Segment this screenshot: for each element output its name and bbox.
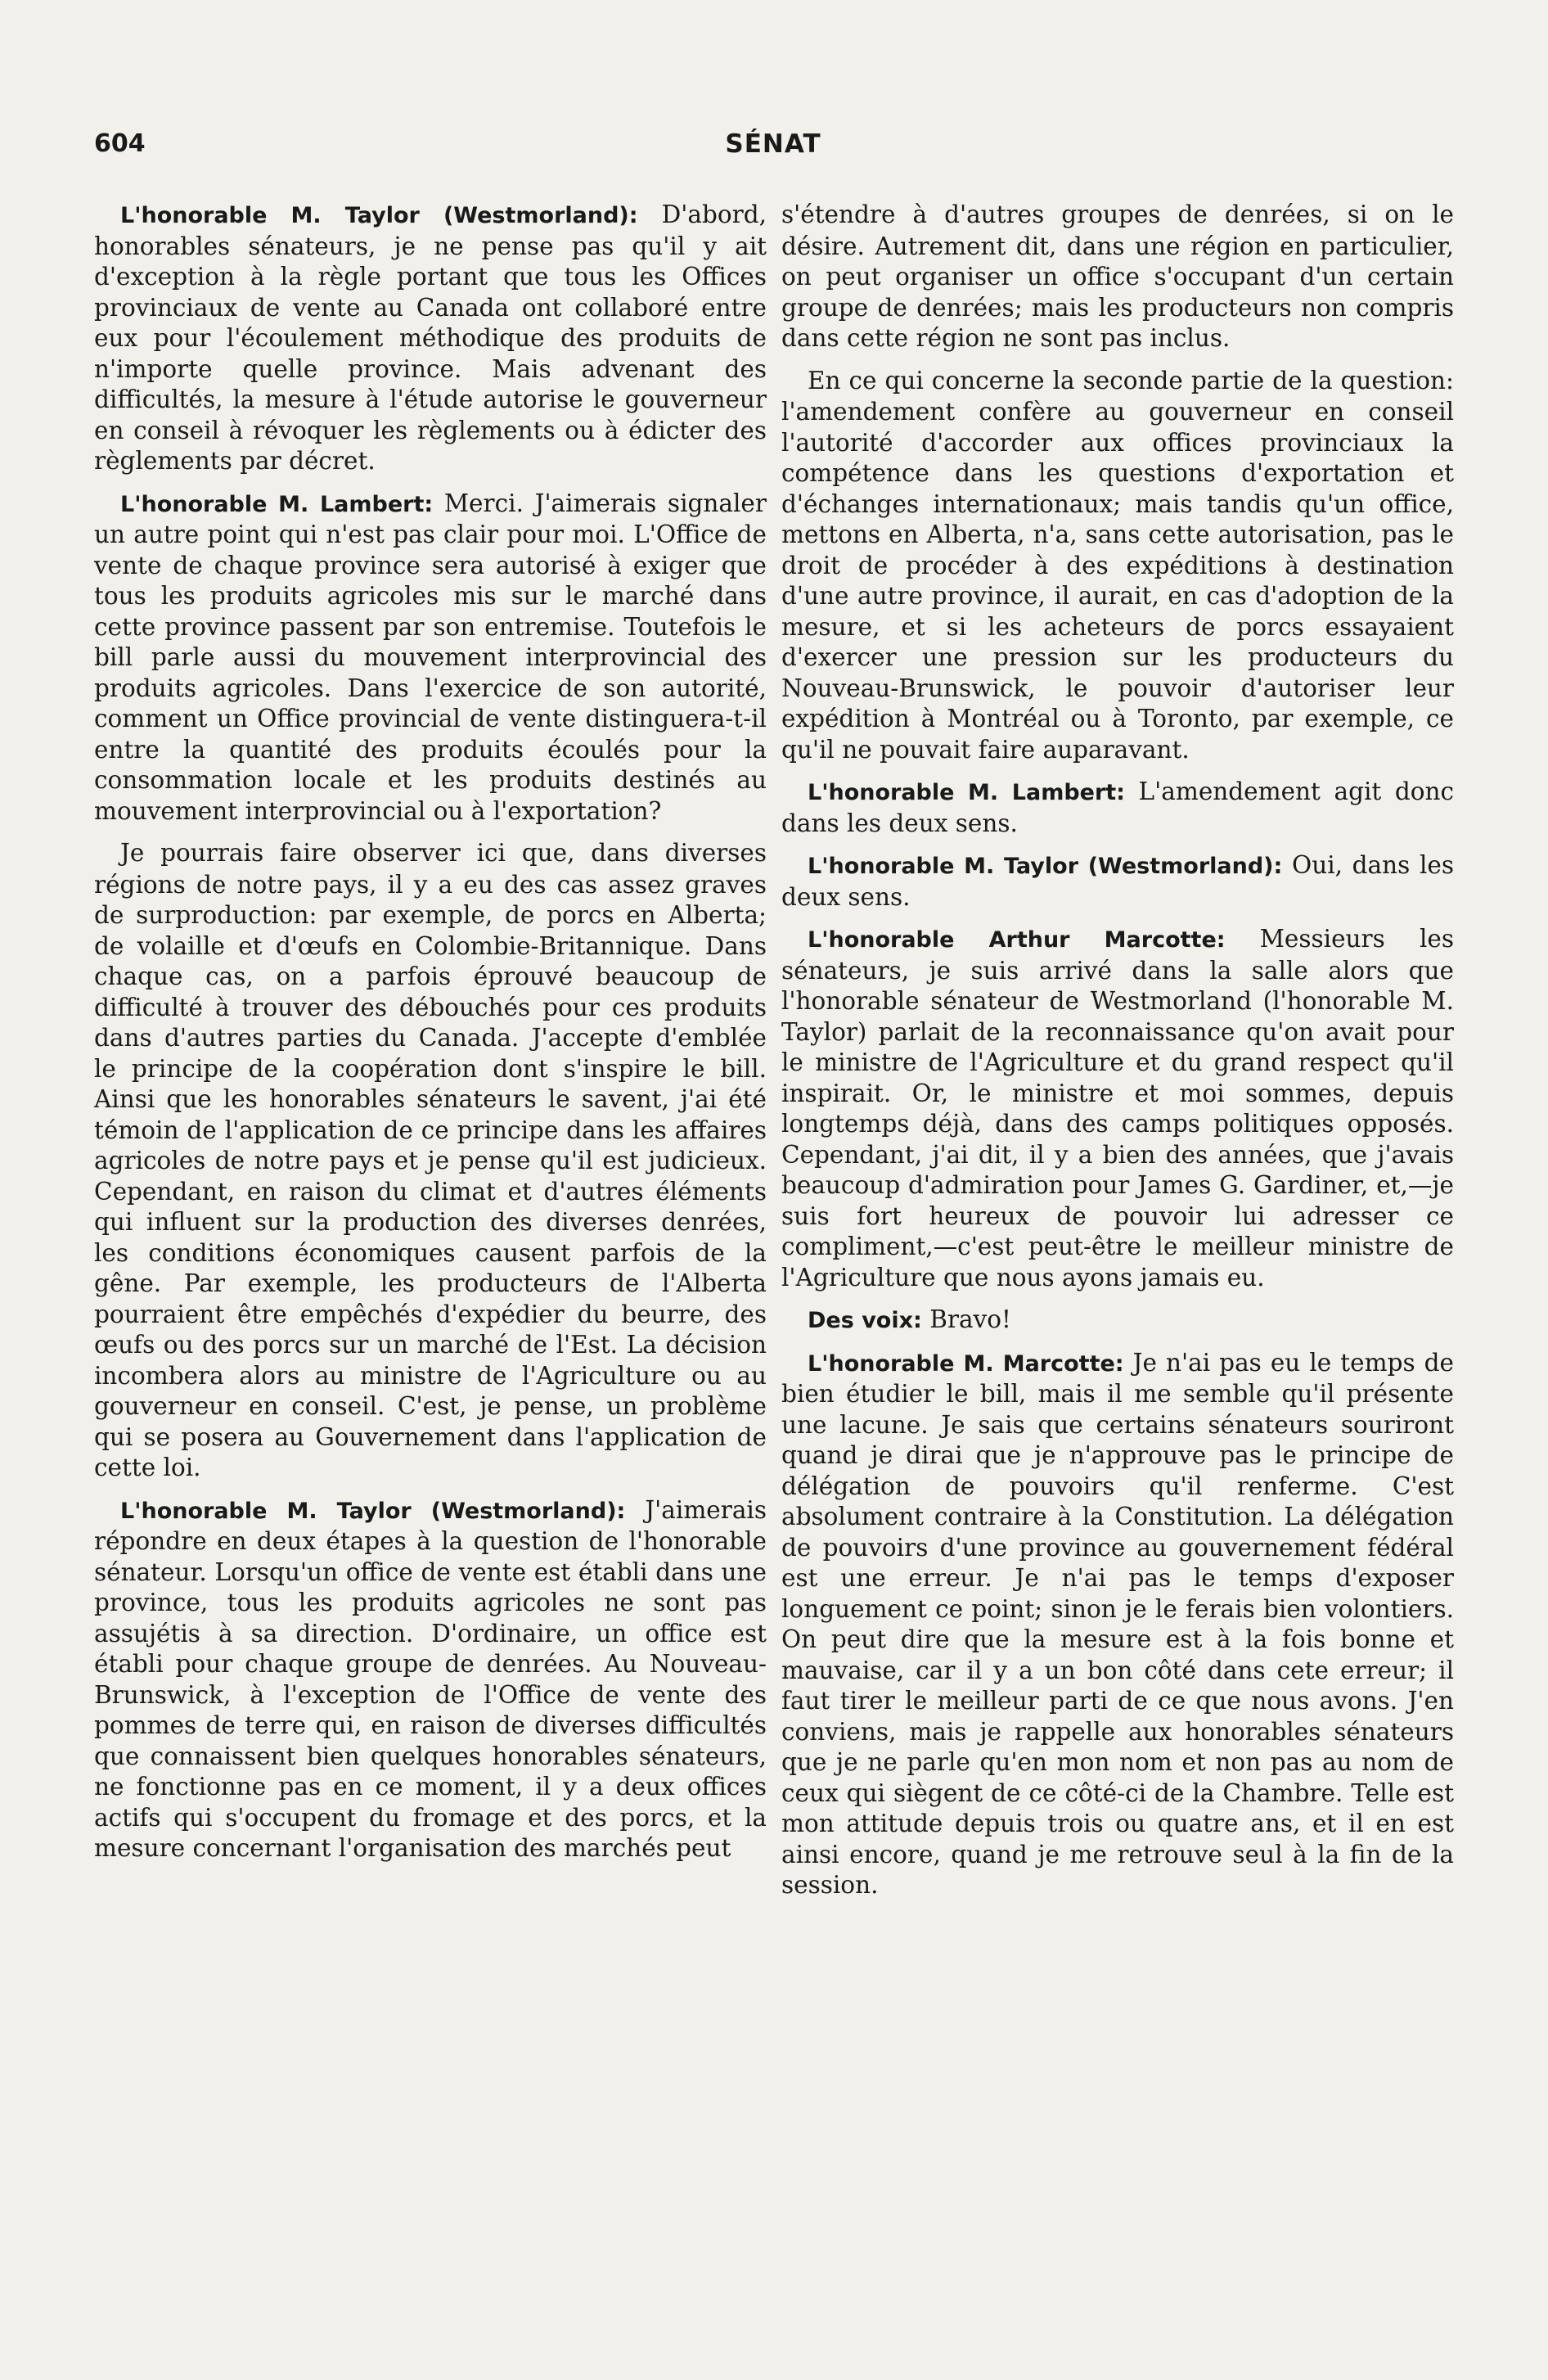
paragraph [781,850,1454,913]
speaker-name: L'honorable M. Lambert: [808,780,1125,805]
speaker-name: L'honorable M. Lambert: [120,491,434,517]
speaker-name: Des voix: [808,1308,922,1333]
paragraph [781,777,1454,839]
speech-text: Oui, dans les deux sens. [781,851,1454,911]
page-number: 604 [94,129,146,158]
page-header [94,129,1452,169]
paragraph [781,1348,1454,1901]
paragraph [94,200,767,477]
speaker-name: L'honorable Arthur Marcotte: [808,927,1226,953]
left-column [94,200,767,1876]
paragraph [781,924,1454,1293]
running-head: SÉNAT [725,129,821,159]
speech-text: Merci. J'aimerais signaler un autre point qui n'est pas clair pour moi. L'Office de vente de chaque province sera autorisé à exiger que tous les produits agricoles mis sur le marché dans cette province passent par son entremise. Toutefois le bill parle aussi du mouvement interprovincial des produits agricoles. Dans l'exercice de son autorité, comment un Office provincial de vente distinguera-t-il entre la quantité des produits écoulés pour la consommation locale et les produits destinés au mouvement interprovincial ou à l'exportation? [94,489,767,825]
speaker-name: L'honorable M. Taylor (Westmorland): [120,203,638,228]
speaker-name: L'honorable M. Taylor (Westmorland): [120,1498,626,1524]
speaker-name: L'honorable M. Marcotte: [808,1350,1124,1377]
speech-text: Bravo! [921,1305,1011,1333]
paragraph [781,1305,1454,1336]
speech-text: Messieurs les sénateurs, je suis arrivé dans la salle alors que l'honorable sénateur de Westmorland (l'honorable M. Taylor) parlait de la reconnaissance qu'on avait pour le ministre de l'Agriculture et du grand respect qu'il inspirait. Or, le ministre et moi sommes, depuis longtemps déjà, dans des camps politiques opposés. Cependant, j'ai dit, il y a bien des années, que j'avais beaucoup d'admiration pour James G. Gardiner, et,—je suis fort heureux de pouvoir lui adresser ce compliment,—c'est peut-être le meilleur ministre de l'Agriculture que nous ayons jamais eu. [781,925,1454,1291]
speech-text: D'abord, honorables sénateurs, je ne pense pas qu'il y ait d'exception à la règle portant que tous les Offices provinciaux de vente au Canada ont collaboré entre eux pour l'écoulement méthodique des produits de n'importe quelle province. Mais advenant des difficultés, la mesure à l'étude autorise le gouverneur en conseil à révoquer les règlements ou à édicter des règlements par décret. [94,201,767,475]
right-column [781,200,1454,1913]
paragraph [94,489,767,827]
speech-text: J'aimerais répondre en deux étapes à la question de l'honorable sénateur. Lorsqu'un office de vente est établi dans une province, tous les produits agricoles ne sont pas assujétis à sa direction. D'ordinaire, un office est établi pour chaque groupe de denrées. Au Nouveau-Brunswick, à l'exception de l'Office de vente des pommes de terre qui, en raison de diverses difficultés que connaissent bien quelques honorables sénateurs, ne fonctionne pas en ce moment, il y a deux offices actifs qui s'occupent du fromage et des porcs, et la mesure concernant l'organisation des marchés peut [94,1495,767,1862]
paragraph [781,366,1454,766]
speech-text: L'amendement agit donc dans les deux sens. [781,778,1454,837]
speech-text: s'étendre à d'autres groupes de denrées, si on le désire. Autrement dit, dans une région en particulier, on peut organiser un office s'occupant d'un certain groupe de denrées; mais les producteurs non compris dans cette région ne sont pas inclus. [781,201,1454,352]
speech-text: Je n'ai pas eu le temps de bien étudier le bill, mais il me semble qu'il présente une lacune. Je sais que certains sénateurs souriront quand je dirai que je n'approuve pas le principe de délégation de pouvoirs qu'il renferme. C'est absolument contraire à la Constitution. La délégation de pouvoirs d'une province au gouvernement fédéral est une erreur. Je n'ai pas le temps d'exposer longuement ce point; sinon je le ferais bien volontiers. On peut dire que la mesure est à la fois bonne et mauvaise, car il y a un bon côté dans cete erreur; il faut tirer le meilleur parti de ce que nous avons. J'en conviens, mais je rappelle aux honorables sénateurs que je ne parle qu'en mon nom et non pas au nom de ceux qui siègent de ce côté-ci de la Chambre. Telle est mon attitude depuis trois ou quatre ans, et il en est ainsi encore, quand je me retrouve seul à la fin de la session. [781,1348,1455,1899]
paragraph [94,1495,767,1864]
speaker-name: L'honorable M. Taylor (Westmorland): [808,854,1283,879]
paragraph [94,838,767,1484]
speech-text: Je pourrais faire observer ici que, dans diverses régions de notre pays, il y a eu des cas assez graves de surproduction: par exemple, de porcs en Alberta; de volaille et d'œufs en Colombie-Britannique. Dans chaque cas, on a parfois éprouvé beaucoup de difficulté à trouver des débouchés pour ces produits dans d'autres parties du Canada. J'accepte d'emblée le principe de la coopération dont s'inspire le bill. Ainsi que les honorables sénateurs le savent, j'ai été témoin de l'application de ce principe dans les affaires agricoles de notre pays et je pense qu'il est judicieux. Cependant, en raison du climat et d'autres éléments qui influent sur la production des diverses denrées, les conditions économiques causent parfois de la gêne. Par exemple, les producteurs de l'Alberta pourraient être empêchés d'expédier du beurre, des œufs ou des porcs sur un marché de l'Est. La décision incombera alors au ministre de l'Agriculture ou au gouverneur en conseil. C'est, je pense, un problème qui se posera au Gouvernement dans l'application de cette loi. [94,839,767,1481]
paragraph [781,200,1454,354]
speech-text: En ce qui concerne la seconde partie de la question: l'amendement confère au gouverneur en conseil l'autorité d'accorder aux offices provinciaux la compétence dans les questions d'exportation et d'échanges internationaux; mais tandis qu'un office, mettons en Alberta, n'a, sans cette autorisation, pas le droit de procéder à des expéditions à destination d'une autre province, il aurait, en cas d'adoption de la mesure, et si les acheteurs de porcs essayaient d'exercer une pression sur les producteurs du Nouveau-Brunswick, le pouvoir d'autoriser leur expédition à Montréal ou à Toronto, par exemple, ce qu'il ne pouvait faire auparavant. [781,366,1454,764]
